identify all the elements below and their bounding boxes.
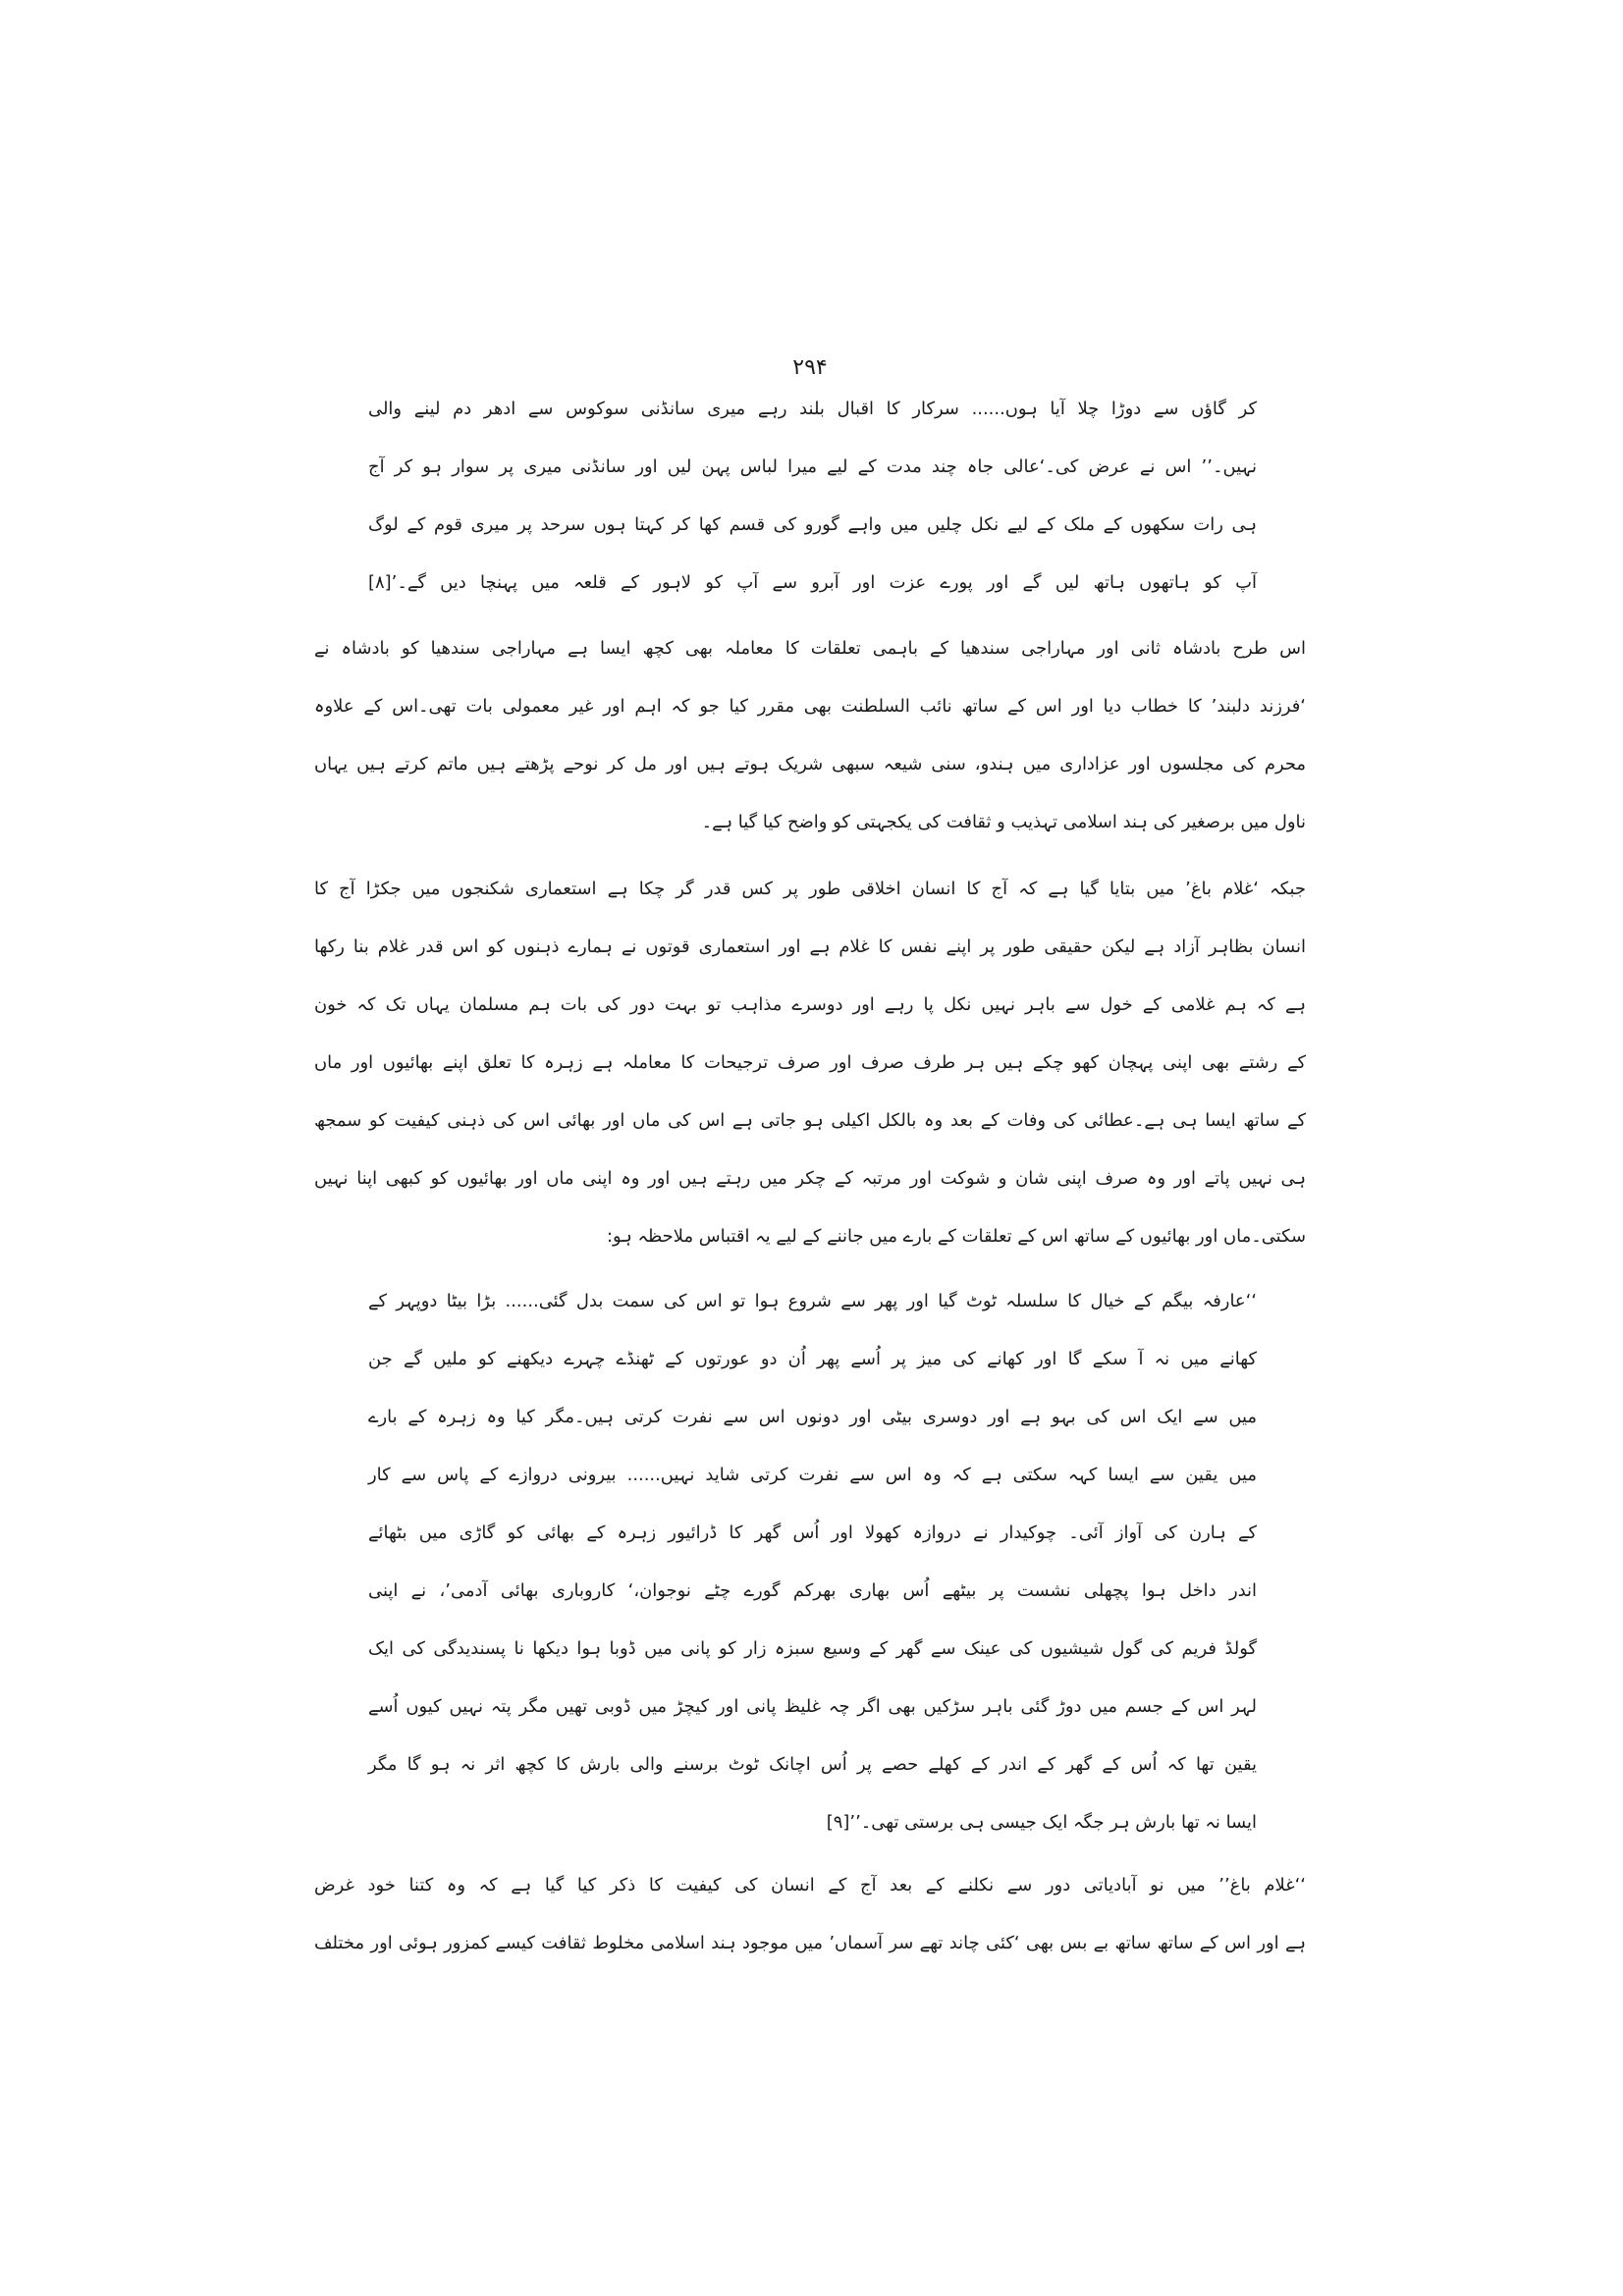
quote-line: کے ہارن کی آواز آئی۔ چوکیدار نے دروازہ کھولا اور اُس گھر کا ڈرائیور زہرہ کے بھائی کو گاڑی میں بٹھائے (368, 1522, 1257, 1543)
quote-line: اندر داخل ہوا پچھلی نشست پر بیٹھے اُس بھاری بھرکم گورے چٹے نوجوان،‘ کاروباری بھائی آدمی’، نے اپنی (368, 1580, 1257, 1601)
quote-line: کھانے میں نہ آ سکے گا اور کھانے کی میز پر اُسے پھر اُن دو عورتوں کے ٹھنڈے چہرے دیکھنے کو ملیں گے جن (368, 1349, 1257, 1369)
paragraph-line: اس طرح بادشاہ ثانی اور مہاراجی سندھیا کے باہمی تعلقات کا معاملہ بھی کچھ ایسا ہے مہاراجی سندھیا کو بادشاہ نے (314, 638, 1306, 659)
paragraph-line: ہے کہ ہم غلامی کے خول سے باہر نہیں نکل پا رہے اور دوسرے مذاہب تو بہت دور کی بات ہم مسلمان یہاں تک کہ خون (314, 994, 1306, 1015)
paragraph (314, 860, 1306, 1265)
quote-line: میں یقین سے ایسا کہہ سکتی ہے کہ وہ اس سے نفرت کرتی شاید نہیں...... بیرونی دروازے کے پاس سے کار (368, 1465, 1257, 1485)
quote-line: گولڈ فریم کی گول شیشیوں کی عینک سے گھر کے وسیع سبزہ زار کو پانی میں ڈوبا ہوا دیکھا نا پسندیدگی کی ایک (368, 1638, 1257, 1659)
quote-line: کر گاؤں سے دوڑا چلا آیا ہوں...... سرکار کا اقبال بلند رہے میری سانڈنی سوکوس سے ادھر دم لینے والی (368, 399, 1257, 419)
paragraph-line: ہی نہیں پاتے اور وہ صرف اپنی شان و شوکت اور مرتبہ کے چکر میں رہتے ہیں اور وہ اپنی ماں اور بھائیوں کو کبھی اپنا نہیں (314, 1168, 1306, 1189)
quote-line: لہر اس کے جسم میں دوڑ گئی باہر سڑکیں بھی اگر چہ غلیظ پانی اور کیچڑ میں ڈوبی تھیں مگر پتہ نہیں کیوں اُسے (368, 1696, 1257, 1717)
quote-line: میں سے ایک اس کی بہو ہے اور دوسری بیٹی اور دونوں اس سے نفرت کرتی ہیں۔مگر کیا وہ زہرہ کے بارے (368, 1407, 1257, 1427)
paragraph-line: محرم کی مجلسوں اور عزاداری میں ہندو، سنی شیعہ سبھی شریک ہوتے ہیں اور مل کر نوحے پڑھتے ہیں ماتم کرتے ہیں یہاں (314, 754, 1306, 774)
quote-line: نہیں۔’’ اس نے عرض کی۔‘عالی جاہ چند مدت کے لیے میرا لباس پہن لیں اور سانڈنی میری پر سوار ہو کر آج (368, 456, 1257, 477)
quote-line: ایسا نہ تھا بارش ہر جگہ ایک جیسی ہی برستی تھی۔’’[۹] (826, 1812, 1257, 1833)
paragraph-line: کے ساتھ ایسا ہی ہے۔عطائی کی وفات کے بعد وہ بالکل اکیلی ہو جاتی ہے اس کی ماں اور بھائی اس کی ذہنی کیفیت کو سمجھ (314, 1110, 1306, 1131)
block-quote (368, 380, 1257, 612)
block-quote (368, 1272, 1257, 1851)
paragraph (314, 1856, 1306, 1972)
quote-line: ‘‘عارفہ بیگم کے خیال کا سلسلہ ٹوٹ گیا اور پھر سے شروع ہوا تو اس کی سمت بدل گئی...... بڑا بیٹا دوپہر کے (368, 1291, 1257, 1311)
paragraph-line: ‘‘غلام باغ’’ میں نو آبادیاتی دور سے نکلنے کے بعد آج کے انسان کی کیفیت کا ذکر کیا گیا ہے کہ وہ کتنا خود غرض (314, 1875, 1306, 1896)
page-number: ۲۹۴ (792, 355, 828, 380)
paragraph-line: ہے اور اس کے ساتھ ساتھ بے بس بھی ‘کئی چاند تھے سر آسماں’ میں موجود ہند اسلامی مخلوط ثقافت کیسے کمزور ہوئی اور مختلف (314, 1933, 1306, 1953)
paragraph-line: جبکہ ‘غلام باغ’ میں بتایا گیا ہے کہ آج کا انسان اخلاقی طور پر کس قدر گر چکا ہے استعماری شکنجوں میں جکڑا آج کا (314, 879, 1306, 899)
paragraph-line: انسان بظاہر آزاد ہے لیکن حقیقی طور پر اپنے نفس کا غلام ہے اور استعماری قوتوں نے ہمارے ذہنوں کو اس قدر غلام بنا رکھا (314, 936, 1306, 957)
paragraph (314, 619, 1306, 851)
quote-line: یقین تھا کہ اُس کے گھر کے اندر کے کھلے حصے پر اُس اچانک ٹوٹ برسنے والی بارش کا کچھ اثر نہ ہو گا مگر (368, 1754, 1257, 1775)
paragraph-line: ‘فرزند دلبند’ کا خطاب دیا اور اس کے ساتھ نائب السلطنت بھی مقرر کیا جو کہ اہم اور غیر معمولی بات تھی۔اس کے علاوہ (314, 696, 1306, 717)
quote-line: ہی رات سکھوں کے ملک کے لیے نکل چلیں میں واہے گورو کی قسم کھا کر کہتا ہوں سرحد پر میری قوم کے لوگ (368, 514, 1257, 535)
paragraph-line: سکتی۔ماں اور بھائیوں کے ساتھ اس کے تعلقات کے بارے میں جاننے کے لیے یہ اقتباس ملاحظہ ہو: (606, 1226, 1306, 1247)
quote-line: آپ کو ہاتھوں ہاتھ لیں گے اور پورے عزت اور آبرو سے آپ کو لاہور کے قلعہ میں پہنچا دیں گے۔’[۸] (368, 572, 1257, 593)
paragraph-line: ناول میں برصغیر کی ہند اسلامی تہذیب و ثقافت کی یکجہتی کو واضح کیا گیا ہے۔ (701, 812, 1306, 832)
paragraph-line: کے رشتے بھی اپنی پہچان کھو چکے ہیں ہر طرف صرف اور صرف ترجیحات کا معاملہ ہے زہرہ کا تعلق اپنے بھائیوں اور ماں (314, 1052, 1306, 1073)
